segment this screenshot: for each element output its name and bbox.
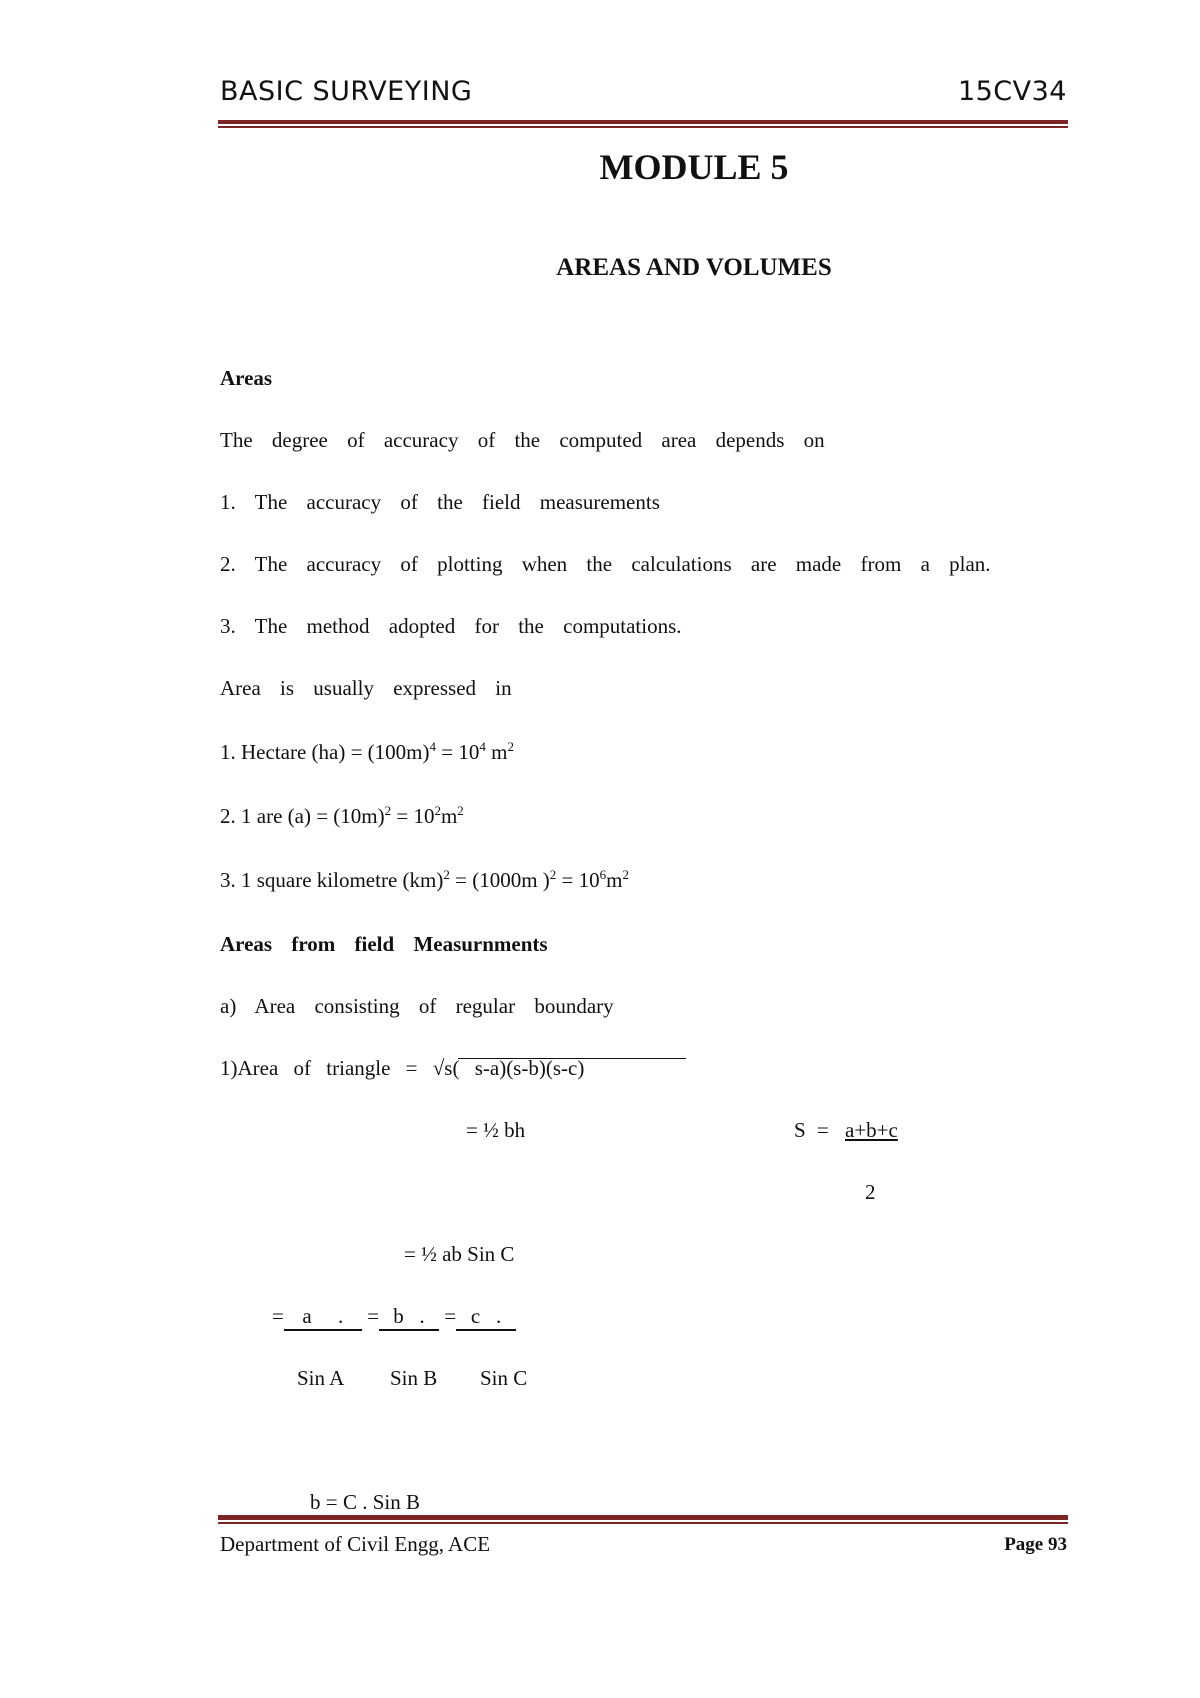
sin-c-denominator: Sin C [480, 1366, 528, 1390]
areas-heading: Areas [220, 366, 273, 390]
footer-rule-thin [218, 1522, 1068, 1524]
sin-a-denominator: Sin A [297, 1366, 345, 1390]
semi-perimeter-numerator: a+b+c [845, 1118, 898, 1142]
header-rule-thick [218, 120, 1068, 124]
module-title: MODULE 5 [599, 147, 789, 187]
field-measurements-heading: Areas from field Measurnments [220, 932, 548, 956]
sin-b-denominator: Sin B [390, 1366, 438, 1390]
b-equals-label: b = [310, 1490, 338, 1514]
sine-rule: = a . = b . = c . [272, 1304, 516, 1331]
half-bh-formula: = ½ bh [466, 1118, 526, 1142]
regular-boundary-label: a) Area consisting of regular boundary [220, 994, 614, 1018]
accuracy-item: 3. The method adopted for the computations. [220, 614, 682, 638]
footer-department: Department of Civil Engg, ACE [220, 1532, 491, 1556]
b-equals-rhs: C . Sin B [343, 1490, 422, 1517]
accuracy-intro: The degree of accuracy of the computed area depends on [220, 428, 825, 452]
footer-page-number: Page 93 [1004, 1534, 1067, 1555]
module-subtitle: AREAS AND VOLUMES [556, 254, 832, 281]
semi-perimeter-label: S = [794, 1118, 829, 1142]
units-intro: Area is usually expressed in [220, 676, 512, 700]
unit-are: 2. 1 are $(a) = (10m)^2 = 10^2m^2$ [220, 803, 464, 828]
unit-hectare: 1. Hectare $(ha) = (100m)^4 = 10^4$ $m^2$ [220, 739, 514, 764]
header-course-title: BASIC SURVEYING [220, 76, 473, 107]
accuracy-item: 1. The accuracy of the field measurements [220, 490, 660, 514]
half-ab-sinc-formula: = ½ ab Sin C [404, 1242, 515, 1266]
header-course-code: 15CV34 [957, 76, 1067, 107]
radical-overbar [458, 1058, 686, 1059]
triangle-area-formula: 1)Area of triangle = √s( s-a)(s-b)(s-c) [220, 1056, 585, 1080]
header-rule-thin [218, 126, 1068, 128]
accuracy-item: 2. The accuracy of plotting when the calculations are made from a plan. [220, 552, 991, 576]
footer-rule-thick [218, 1515, 1068, 1520]
unit-square-kilometre: 3. 1 square kilometre (km)$^2$ = (1000m )$^2 = 10^6m^2$ [220, 867, 629, 892]
semi-perimeter-denominator: 2 [865, 1180, 876, 1204]
